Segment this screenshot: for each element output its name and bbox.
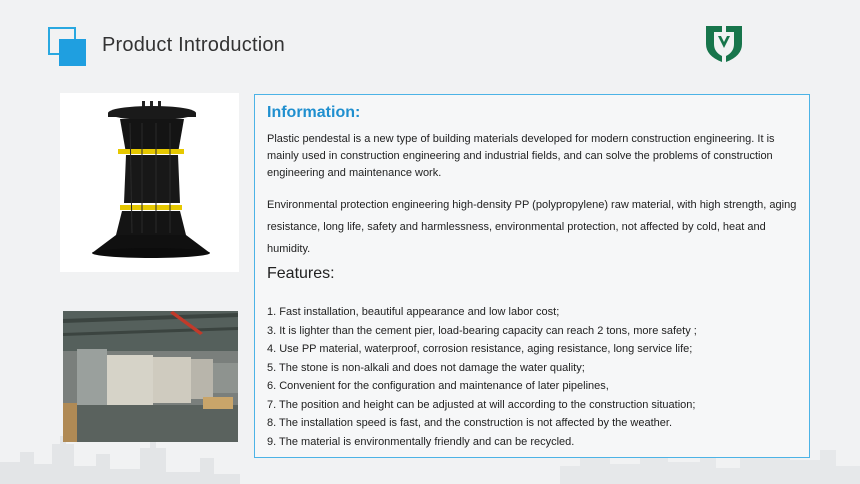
feature-item: 9. The material is environmentally friendly and can be recycled. xyxy=(267,435,575,448)
feature-item: 3. It is lighter than the cement pier, load-bearing capacity can reach 2 tons, more safety ; xyxy=(267,324,697,337)
information-panel xyxy=(254,94,810,458)
factory-image xyxy=(63,311,238,442)
material-paragraph: Environmental protection engineering high-density PP (polypropylene) raw material, with high strength, aging resistance, long life, safety and harmlessness, environmental protection, not affected by cold, heat and humidity. xyxy=(267,199,797,255)
feature-item: 4. Use PP material, waterproof, corrosion resistance, aging resistance, long service life; xyxy=(267,343,693,355)
feature-item: 1. Fast installation, beautiful appearance and low labor cost; xyxy=(267,306,560,318)
description-paragraph: Plastic pendestal is a new type of building materials developed for modern construction engineering. It is mainly used in construction engineering and industrial fields, and can solve the problems of construction engineering and maintenance work. xyxy=(267,133,775,179)
feature-item: 8. The installation speed is fast, and the construction is not affected by the weather. xyxy=(267,417,673,429)
product-image xyxy=(60,93,239,272)
factory-illustration xyxy=(63,311,238,442)
information-heading: Information: xyxy=(267,104,361,121)
feature-item: 6. Convenient for the configuration and maintenance of later pipelines, xyxy=(267,380,609,392)
squares-icon xyxy=(48,27,88,67)
pedestal-illustration xyxy=(60,93,239,272)
shield-logo xyxy=(704,22,744,62)
page-title: Product Introduction xyxy=(102,34,285,56)
features-list xyxy=(267,303,697,451)
feature-item: 5. The stone is non-alkali and does not damage the water quality; xyxy=(267,361,585,374)
features-heading: Features: xyxy=(267,265,335,282)
feature-item: 7. The position and height can be adjusted at will according to the construction situation; xyxy=(267,398,696,411)
